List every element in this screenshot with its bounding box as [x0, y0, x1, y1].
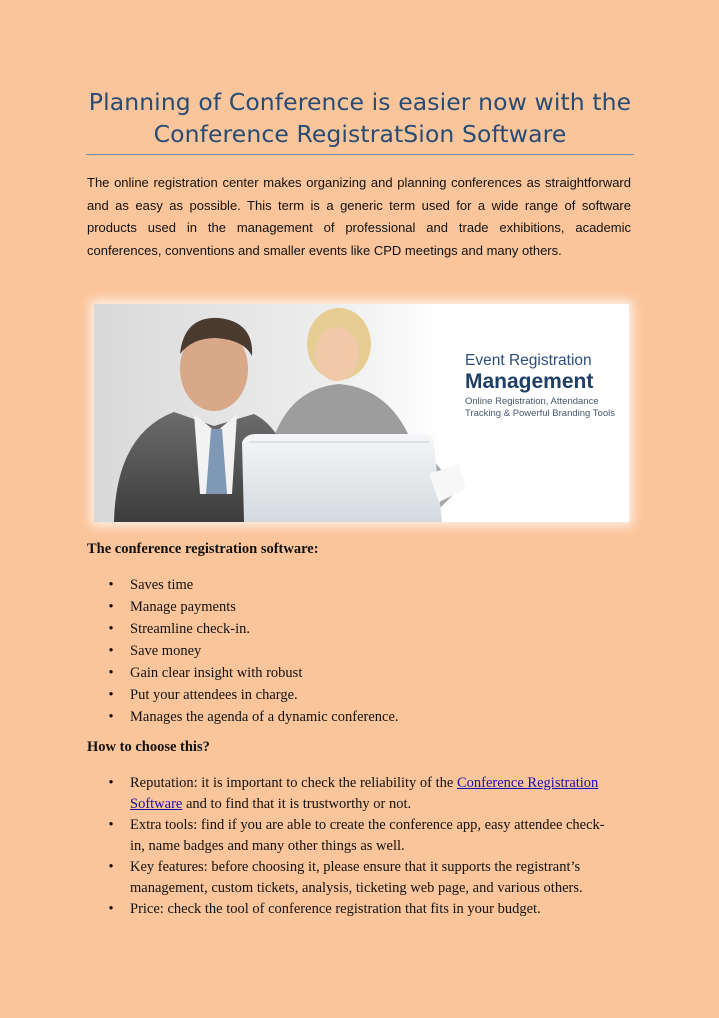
- title-divider: [86, 154, 634, 155]
- page-title: [60, 86, 660, 150]
- banner-tagline: Online Registration, Attendance Tracking & Powerful Branding Tools: [465, 396, 615, 419]
- bullet-icon: •: [108, 643, 114, 659]
- list-item: • Manages the agenda of a dynamic conference.: [87, 706, 399, 728]
- bullet-icon: •: [108, 901, 114, 917]
- section-heading-choose: How to choose this?: [87, 739, 210, 755]
- banner-caption: [465, 352, 625, 420]
- list-item: • Gain clear insight with robust: [87, 662, 399, 684]
- list-item: • Saves time: [87, 574, 399, 596]
- list-item: • Streamline check-in.: [87, 618, 399, 640]
- section-heading-features: The conference registration software:: [87, 541, 319, 557]
- bullet-icon: •: [108, 709, 114, 725]
- bullet-icon: •: [108, 599, 114, 615]
- title-line-2: Conference RegistratSion Software: [153, 120, 567, 148]
- list-item: • Put your attendees in charge.: [87, 684, 399, 706]
- list-item: • Manage payments: [87, 596, 399, 618]
- list-item: • Price: check the tool of conference registration that fits in your budget.: [87, 899, 607, 920]
- choose-list: [87, 773, 607, 920]
- banner-subheading: Management: [465, 370, 594, 393]
- banner-heading: Event Registration: [465, 352, 592, 369]
- bullet-icon: •: [108, 817, 114, 833]
- bullet-icon: •: [108, 665, 114, 681]
- banner-image: [94, 304, 629, 522]
- list-item: • Reputation: it is important to check the reliability of the Conference Registration Software and to find that it is trustworthy or not.: [87, 773, 607, 815]
- bullet-icon: •: [108, 687, 114, 703]
- title-line-1: Planning of Conference is easier now with the: [88, 88, 632, 116]
- bullet-icon: •: [108, 775, 114, 791]
- intro-paragraph: The online registration center makes organizing and planning conferences as straightforward and as easy as possible. This term is a generic term used for a wide range of software products used in the management of professional and trade exhibitions, academic conferences, conventions and smaller events like CPD meetings and many others.: [87, 175, 631, 258]
- bullet-icon: •: [108, 859, 114, 875]
- list-item: • Key features: before choosing it, please ensure that it supports the registrant’s management, custom tickets, analysis, ticketing web page, and various others.: [87, 857, 607, 899]
- conference-registration-software-link[interactable]: Conference Registration Software: [130, 775, 599, 812]
- bullet-icon: •: [108, 577, 114, 593]
- bullet-icon: •: [108, 621, 114, 637]
- feature-list: [87, 574, 399, 728]
- list-item: • Extra tools: find if you are able to create the conference app, easy attendee check-in, name badges and many other things as well.: [87, 815, 607, 857]
- list-item: • Save money: [87, 640, 399, 662]
